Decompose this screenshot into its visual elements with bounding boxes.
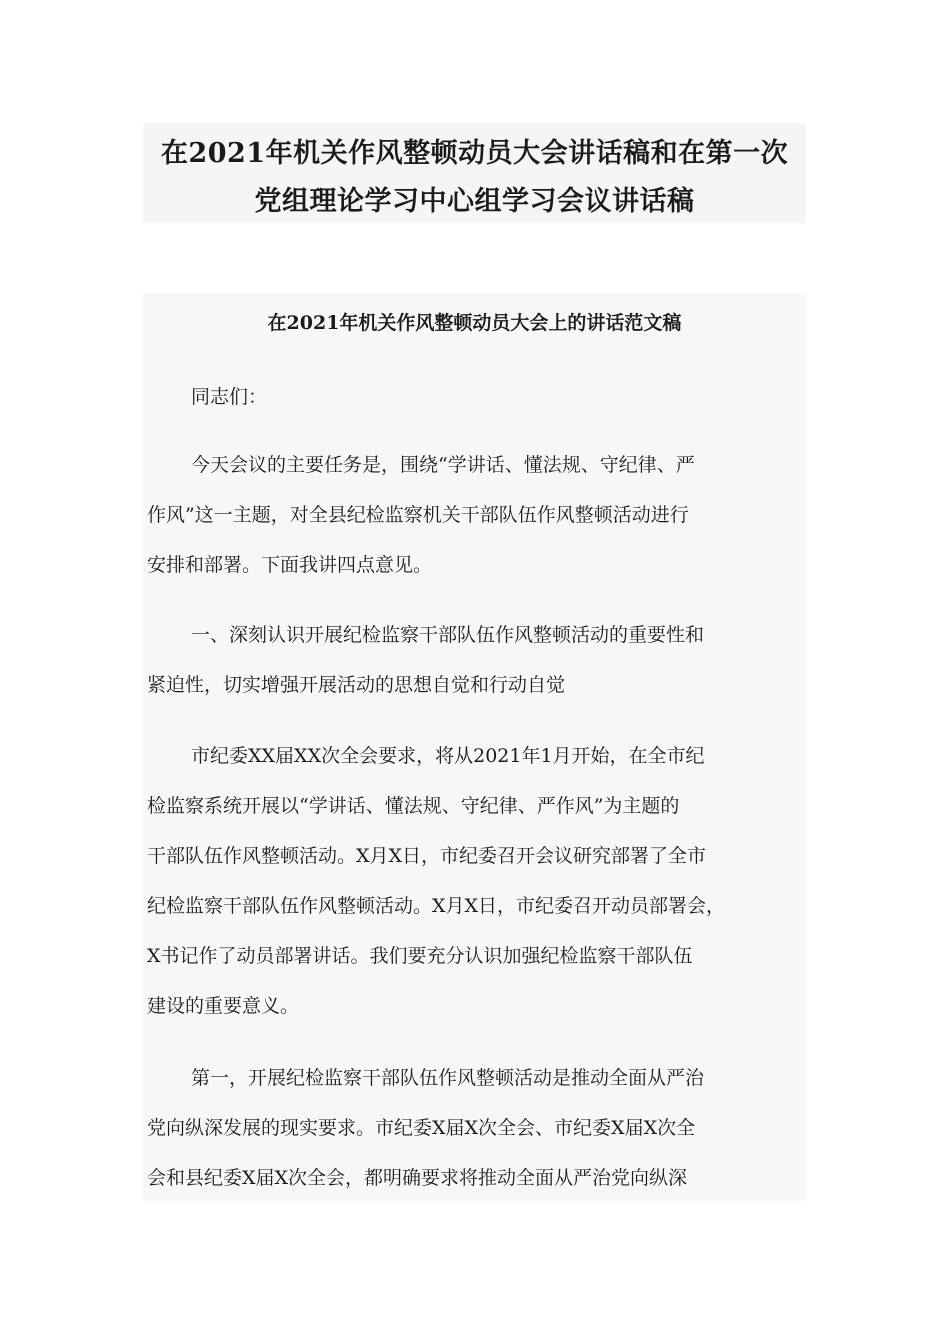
paragraph-1 — [147, 440, 807, 590]
paragraph-line: 紧迫性，切实增强开展活动的思想自觉和行动自觉 — [147, 674, 566, 696]
paragraph-line: 今天会议的主要任务是，围绕“学讲话、懂法规、守纪律、严 — [191, 454, 695, 476]
title-line-1: 在2021年机关作风整顿动员大会讲话稿和在第一次 — [160, 138, 789, 169]
salutation-text: 同志们： — [191, 386, 268, 408]
paragraph-line: 纪检监察干部队伍作风整顿活动。X月X日，市纪委召开动员部署会， — [147, 895, 726, 917]
paragraph-line: 建设的重要意义。 — [147, 995, 300, 1017]
paragraph-line: 作风”这一主题，对全县纪检监察机关干部队伍作风整顿活动进行 — [147, 504, 689, 526]
paragraph-line: 一、深刻认识开展纪检监察干部队伍作风整顿活动的重要性和 — [191, 624, 705, 646]
paragraph-line: 干部队伍作风整顿活动。X月X日，市纪委召开会议研究部署了全市 — [147, 845, 707, 867]
paragraph-line: 安排和部署。下面我讲四点意见。 — [147, 554, 433, 576]
paragraph-line: 检监察系统开展以“学讲话、懂法规、守纪律、严作风”为主题的 — [147, 795, 680, 817]
paragraph-line: 会和县纪委X届X次全会，都明确要求将推动全面从严治党向纵深 — [147, 1167, 688, 1189]
salutation — [147, 372, 807, 422]
document-body — [143, 293, 806, 1201]
paragraph-line: 市纪委XX届XX次全会要求，将从2021年1月开始，在全市纪 — [191, 745, 705, 767]
paragraph-line: 第一，开展纪检监察干部队伍作风整顿活动是推动全面从严治 — [191, 1067, 705, 1089]
document-title — [143, 123, 806, 223]
title-line-2: 党组理论学习中心组学习会议讲话稿 — [254, 186, 695, 217]
paragraph-line: X书记作了动员部署讲话。我们要充分认识加强纪检监察干部队伍 — [147, 945, 693, 967]
paragraph-3 — [147, 731, 807, 1031]
paragraph-line: 党向纵深发展的现实要求。市纪委X届X次全会、市纪委X届X次全 — [147, 1117, 696, 1139]
paragraph-2-heading — [147, 610, 807, 710]
paragraph-4 — [147, 1053, 807, 1203]
speech-subtitle: 在2021年机关作风整顿动员大会上的讲话范文稿 — [267, 312, 682, 334]
